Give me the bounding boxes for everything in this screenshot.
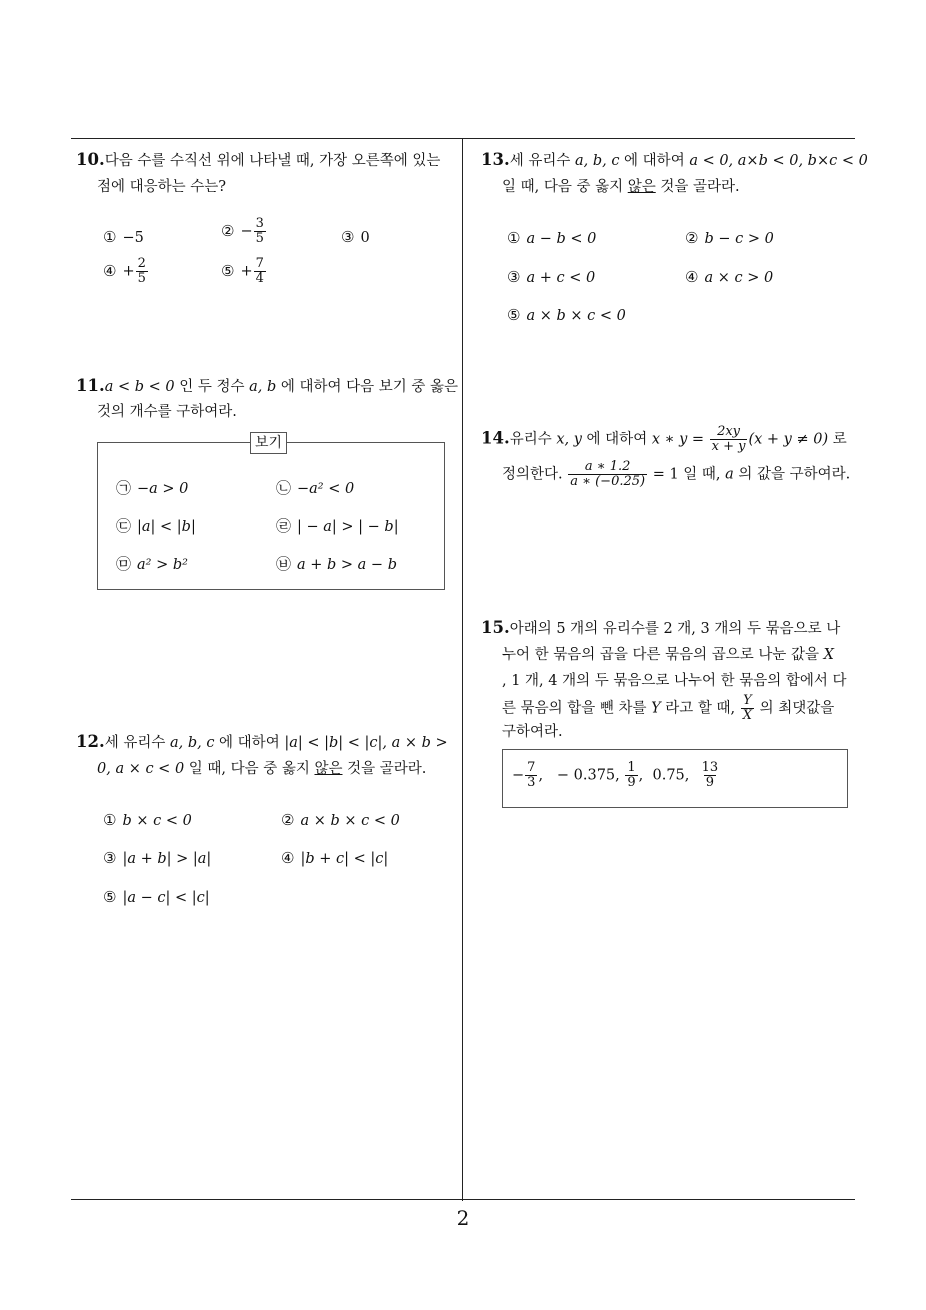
q12-line-1: 12.세 유리수 a, b, c 에 대하여 |a| < |b| < |c|, a × b > [76,732,448,751]
option-value: 0 [360,230,370,246]
q15-line-1: 15.아래의 5 개의 유리수를 2 개, 3 개의 두 묶음으로 나 [481,618,841,637]
option-marker: ③ [341,228,355,246]
q12-option-1[interactable]: ① b × c < 0 [103,811,192,829]
q12-option-4[interactable]: ④ |b + c| < |c| [281,849,389,867]
option-fraction: $\frac{2}{5}$ [137,256,146,286]
q11-math-1: a < b < 0 [104,379,175,395]
option-sign: + [240,263,253,280]
q11-line-1 [76,375,458,398]
q13-option-5[interactable]: ⑤ a × b × c < 0 [507,306,626,324]
q14-line-1: 14.유리수 x, y 에 대하여 x ∗ y = $\frac{2xy}{x + y}$ (x + y ≠ 0) 로 [481,424,847,454]
bogi-item-1: ㉠ −a > 0 [116,479,189,497]
option-marker: ① [103,228,117,246]
q13-option-2[interactable]: ② b − c > 0 [685,229,774,247]
page-number: 2 [456,1206,470,1230]
option-sign: + [122,263,135,280]
column-divider [462,139,463,1201]
q14-number: 14. [481,428,510,448]
bogi-item-2: ㉡ −a² < 0 [276,479,355,497]
option-sign: − [240,223,253,240]
bogi-item-3: ㉢ |a| < |b| [116,517,196,535]
q13-number: 13. [481,150,510,169]
q15-values: − $\frac{7}{3}$ , − 0.375, $\frac{1}{9}$ , 0.75, $\frac{13}{9}$ [512,760,719,790]
q11-number: 11. [76,376,105,395]
q11-text-3: 것의 개수를 구하여라. [97,404,237,420]
q10-option-2[interactable] [221,217,267,246]
q10-option-5[interactable] [221,257,267,286]
bogi-item-6: ㉥ a + b > a − b [276,555,397,573]
q11-text-2: 에 대하여 다음 보기 중 옳은 [276,379,458,395]
top-rule [71,138,855,139]
option-marker: ⑤ [221,261,235,280]
q13-option-3[interactable]: ③ a + c < 0 [507,268,596,286]
option-marker: ② [221,221,235,240]
q15-line-3: , 1 개, 4 개의 두 묶음으로 나누어 한 묶음의 합에서 다 [502,673,847,689]
q13-line-2: 일 때, 다음 중 옳지 않은 것을 골라라. [502,179,740,195]
q14-fraction-2: $\frac{a ∗ 1.2}{a ∗ (-0.25)}$ [570,459,646,489]
q15-number: 15. [481,618,510,637]
q12-option-5[interactable]: ⑤ |a − c| < |c| [103,888,210,906]
option-fraction: $\frac{7}{4}$ [255,256,264,286]
q11-text-1: 인 두 정수 [174,379,250,395]
q15-fraction: $\frac{Y}{X}$ [742,693,753,723]
q11-math-2: a, b [249,379,277,395]
q15-line-2: 누어 한 묶음의 곱을 다른 묶음의 곱으로 나눈 값을 X [502,647,834,663]
bogi-item-4: ㉣ | − a| > | − b| [276,517,399,535]
q10-text-1: 다음 수를 수직선 위에 나타낼 때, 가장 오른쪽에 있는 [104,153,441,169]
q15-line-5: 구하여라. [502,724,563,740]
option-marker: ④ [103,261,117,280]
bogi-item-5: ㉤ a² > b² [116,555,188,573]
q13-line-1: 13.세 유리수 a, b, c 에 대하여 a < 0, a×b < 0, b×c < 0 [481,150,868,169]
q12-option-3[interactable]: ③ |a + b| > |a| [103,849,212,867]
underlined-not: 않은 [314,761,343,777]
q10-option-4[interactable] [103,257,149,286]
q12-line-2: 0, a × c < 0 일 때, 다음 중 옳지 않은 것을 골라라. [97,761,427,777]
q14-line-2: 정의한다. $\frac{a ∗ 1.2}{a ∗ (-0.25)}$ = 1 일 때, a 의 값을 구하여라. [502,459,851,489]
q14-fraction-1: $\frac{2xy}{x + y}$ [711,424,746,454]
q10-line-1 [76,149,440,172]
q12-option-2[interactable]: ② a × b × c < 0 [281,811,400,829]
q10-number: 10. [76,150,105,169]
value-fraction: $\frac{13}{9}$ [701,760,719,790]
q13-option-1[interactable]: ① a − b < 0 [507,229,597,247]
value-fraction: $\frac{1}{9}$ [627,760,636,790]
value-decimal: 0.75 [652,767,685,784]
q10-option-3[interactable] [341,228,370,246]
q10-option-1[interactable] [103,228,144,246]
q12-number: 12. [76,732,105,751]
value-fraction: $\frac{7}{3}$ [527,760,536,790]
q15-line-4: 른 묶음의 합을 뺀 차를 Y 라고 할 때, $\frac{Y}{X}$ 의 최댓값을 [502,693,835,723]
bottom-rule [71,1199,855,1200]
value-decimal: − 0.375 [556,767,616,784]
underlined-not: 않은 [627,179,656,195]
q10-text-2: 점에 대응하는 수는? [97,179,227,195]
q13-option-4[interactable]: ④ a × c > 0 [685,268,774,286]
option-fraction: $\frac{3}{5}$ [255,216,264,246]
option-value: −5 [122,230,144,246]
bogi-label: 보기 [250,432,287,454]
